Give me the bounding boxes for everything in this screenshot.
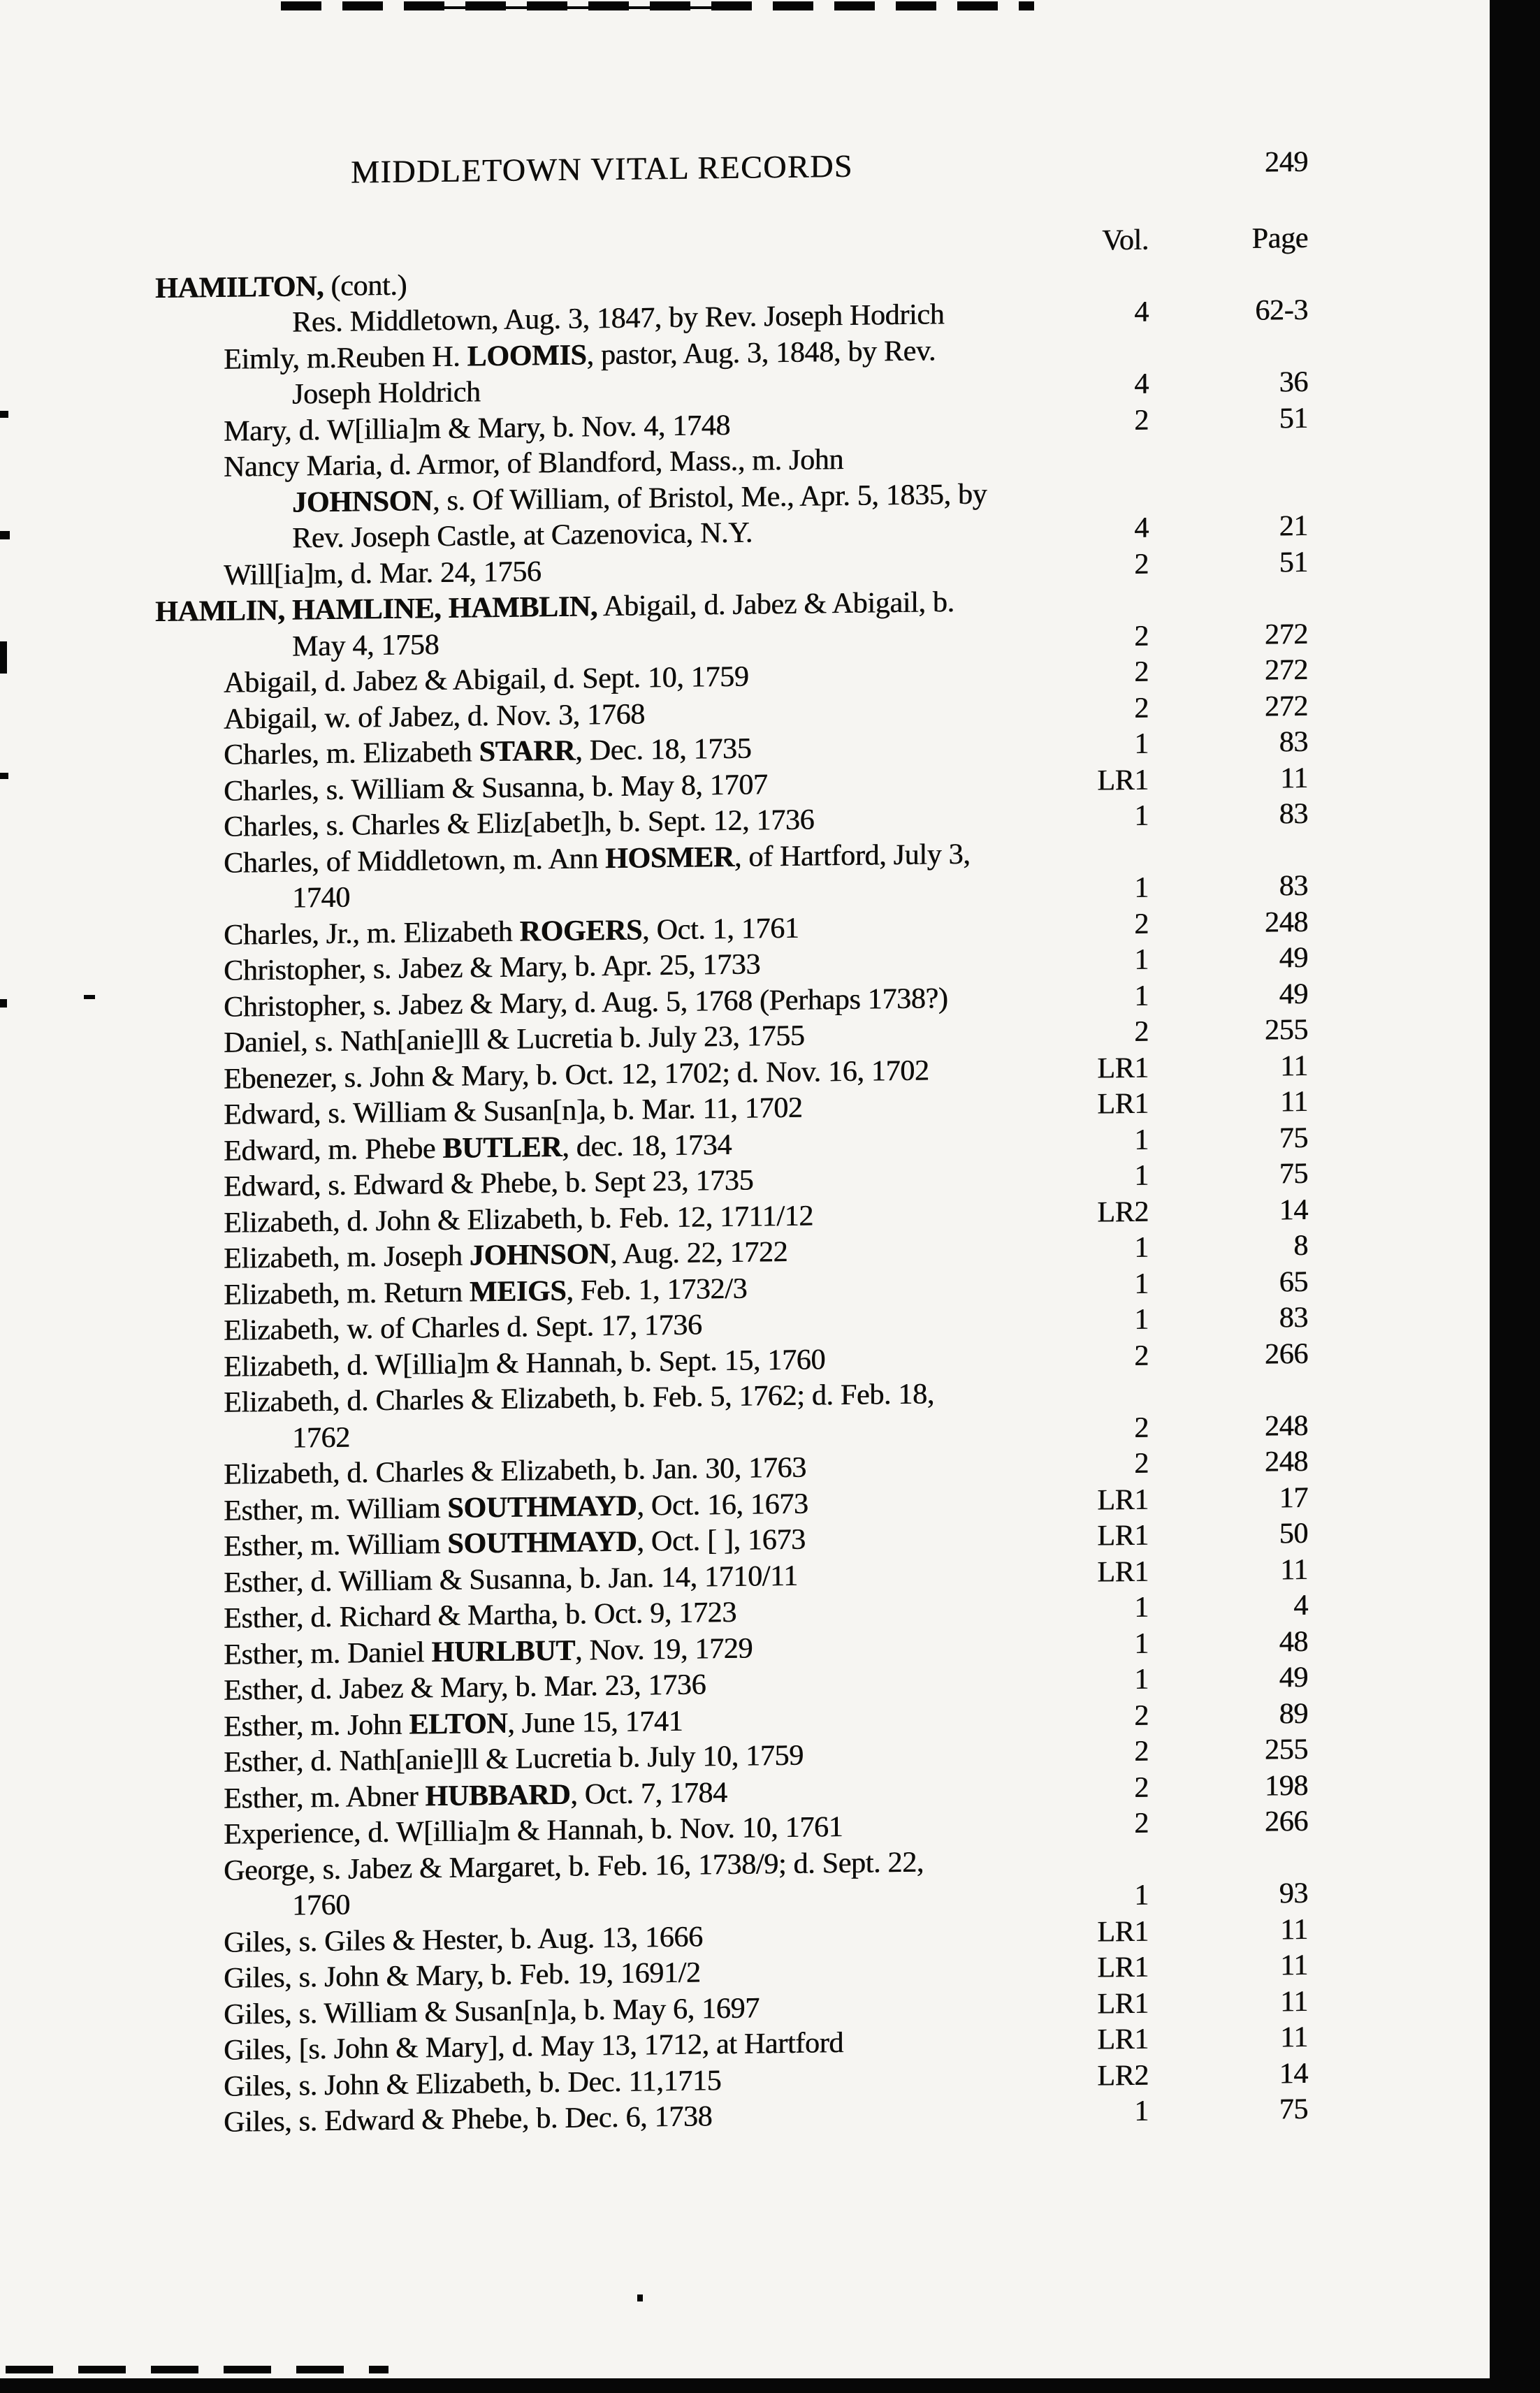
page-cell: 65 <box>1279 1265 1308 1298</box>
page-cell: 83 <box>1279 725 1308 759</box>
page-cell: 272 <box>1264 690 1308 723</box>
record-text-segment: Eimly, m.Reuben H. <box>224 340 467 376</box>
record-surname: JOHNSON <box>292 484 433 519</box>
record-text-segment: George, s. Jabez & Margaret, b. Feb. 16, 1738/9; d. Sept. 22, <box>224 1846 924 1887</box>
vol-cell: 2 <box>1134 1339 1149 1372</box>
record-text-segment: Giles, [s. John & Mary], d. May 13, 1712, at Hartford <box>224 2026 843 2067</box>
record-text-segment: Rev. Joseph Castle, at Cazenovica, N.Y. <box>292 516 753 555</box>
record-text-segment: Charles, s. Charles & Eliz[abet]h, b. Sept. 12, 1736 <box>224 803 815 843</box>
scan-artifact-tick <box>637 2294 643 2301</box>
record-text-segment: 1760 <box>292 1889 350 1922</box>
page-cell: 50 <box>1279 1517 1308 1550</box>
record-surname: LOOMIS <box>467 338 587 373</box>
vol-cell: 1 <box>1134 2095 1149 2127</box>
scan-artifact-right-band <box>1490 0 1540 2393</box>
record-text-segment: Giles, s. Giles & Hester, b. Aug. 13, 1666 <box>224 1920 703 1959</box>
page-cell: 93 <box>1279 1877 1308 1910</box>
page-cell <box>1149 1399 1308 1401</box>
vol-cell: 2 <box>1134 404 1149 437</box>
page-cell: 83 <box>1279 869 1308 903</box>
vol-cell: 1 <box>1134 871 1149 904</box>
page-cell: 266 <box>1264 1805 1308 1838</box>
record-text-segment: , Feb. 1, 1732/3 <box>566 1272 748 1307</box>
page-number: 249 <box>1264 145 1308 179</box>
vol-cell <box>1044 285 1149 286</box>
record-text-segment: Charles, Jr., m. Elizabeth <box>224 915 520 952</box>
page-content <box>155 141 1308 2142</box>
page-cell: 272 <box>1264 618 1308 651</box>
record-text-segment: May 4, 1758 <box>292 628 440 663</box>
vol-cell: LR1 <box>1097 1087 1149 1121</box>
page-cell <box>1149 283 1308 285</box>
record-text-segment: Abigail, d. Jabez & Abigail, b. <box>597 586 954 623</box>
column-header-page: Page <box>1251 221 1308 255</box>
record-text-segment: Elizabeth, d. Charles & Elizabeth, b. Jan. 30, 1763 <box>224 1451 806 1491</box>
record-text-segment: Elizabeth, d. Charles & Elizabeth, b. Feb. 5, 1762; d. Feb. 18, <box>224 1378 934 1419</box>
vol-cell: 1 <box>1134 1123 1149 1156</box>
record-text-segment: Elizabeth, m. Return <box>224 1276 470 1311</box>
record-text-segment: Abigail, w. of Jabez, d. Nov. 3, 1768 <box>224 697 645 736</box>
record-text-segment: , Oct. 1, 1761 <box>642 912 799 946</box>
vol-cell: 1 <box>1134 1303 1149 1336</box>
page-cell: 4 <box>1293 1589 1308 1622</box>
record-text-segment: Mary, d. W[illia]m & Mary, b. Nov. 4, 1748 <box>224 409 731 448</box>
record-text-segment: , dec. 18, 1734 <box>562 1128 732 1163</box>
vol-cell <box>1044 861 1149 862</box>
column-header-spacer <box>155 250 1044 261</box>
page-cell: 11 <box>1280 2021 1308 2054</box>
page-cell: 21 <box>1279 509 1308 543</box>
page-cell: 255 <box>1264 1013 1308 1047</box>
page-cell: 36 <box>1279 365 1308 399</box>
record-surname: STARR <box>479 734 576 769</box>
header-vol-spacer <box>1044 173 1149 175</box>
page-cell: 89 <box>1279 1697 1308 1730</box>
record-text-segment: , of Hartford, July 3, <box>734 838 971 873</box>
page-cell: 51 <box>1279 546 1308 579</box>
record-text-segment: , Aug. 22, 1722 <box>609 1235 788 1271</box>
page-cell <box>1149 607 1308 609</box>
record-text-segment: Giles, s. John & Mary, b. Feb. 19, 1691/2 <box>224 1956 701 1995</box>
page-cell <box>1149 859 1308 861</box>
vol-cell: 2 <box>1134 1447 1149 1480</box>
column-header-vol: Vol. <box>1102 224 1149 257</box>
record-text-segment: Res. Middletown, Aug. 3, 1847, by Rev. Joseph Hodrich <box>292 298 945 339</box>
page-cell: 248 <box>1264 1409 1308 1443</box>
vol-cell: 1 <box>1134 1591 1149 1624</box>
record-text-segment: Christopher, s. Jabez & Mary, d. Aug. 5, 1768 (Perhaps 1738?) <box>224 982 948 1024</box>
vol-cell: 1 <box>1134 980 1149 1012</box>
vol-cell: 1 <box>1134 943 1149 976</box>
record-text-segment: , Oct. [ ], 1673 <box>637 1523 806 1558</box>
page-cell: 14 <box>1279 2057 1308 2090</box>
page-cell: 49 <box>1279 1661 1308 1694</box>
page-cell: 49 <box>1279 977 1308 1010</box>
vol-cell: LR1 <box>1097 2023 1149 2056</box>
scan-artifact-bottom-dashes <box>6 2366 388 2373</box>
vol-cell: LR1 <box>1097 1483 1149 1517</box>
record-text-segment: Abigail, d. Jabez & Abigail, d. Sept. 10, 1759 <box>224 660 749 699</box>
record-text-segment: Esther, d. Nath[anie]ll & Lucretia b. July 10, 1759 <box>224 1739 804 1779</box>
vol-cell: 2 <box>1134 1771 1149 1804</box>
vol-cell: LR1 <box>1097 764 1149 797</box>
page-cell: 75 <box>1279 1157 1308 1191</box>
records-table <box>155 256 1308 2141</box>
page-cell <box>1149 355 1308 357</box>
record-text-segment: , June 15, 1741 <box>507 1705 683 1740</box>
vol-cell: LR1 <box>1097 1915 1149 1949</box>
page-cell: 11 <box>1280 1949 1308 1982</box>
vol-cell: 2 <box>1134 548 1149 581</box>
page-cell: 255 <box>1264 1733 1308 1766</box>
record-surname: JOHNSON <box>469 1238 610 1272</box>
record-text-segment: Charles, of Middletown, m. Ann <box>224 842 605 880</box>
record-text-segment: , Dec. 18, 1735 <box>575 732 752 767</box>
page-cell: 14 <box>1279 1193 1308 1226</box>
record-text-segment: Edward, s. Edward & Phebe, b. Sept 23, 1735 <box>224 1164 754 1203</box>
record-text-segment: (cont.) <box>324 269 407 303</box>
vol-cell: 2 <box>1134 655 1149 688</box>
page-cell: 83 <box>1279 1301 1308 1334</box>
record-text-segment: 1740 <box>292 881 350 915</box>
page-cell: 266 <box>1264 1337 1308 1371</box>
record-text-segment: Elizabeth, m. Joseph <box>224 1239 470 1275</box>
page-cell: 198 <box>1264 1769 1308 1803</box>
page-cell: 75 <box>1279 2093 1308 2126</box>
record-text-segment: Charles, s. William & Susanna, b. May 8, 1707 <box>224 768 768 808</box>
record-text-segment: Will[ia]m, d. Mar. 24, 1756 <box>224 555 542 592</box>
vol-cell: LR1 <box>1097 1052 1149 1085</box>
page-cell: 75 <box>1279 1121 1308 1154</box>
record-text-segment: Esther, m. Abner <box>224 1780 426 1815</box>
record-surname: BUTLER <box>442 1130 562 1165</box>
record-text-segment: Edward, m. Phebe <box>224 1132 443 1168</box>
vol-cell <box>1044 501 1149 502</box>
scan-artifact-top-line <box>418 6 750 9</box>
record-text-segment: Elizabeth, d. John & Elizabeth, b. Feb. 12, 1711/12 <box>224 1199 813 1239</box>
vol-cell: 1 <box>1134 1159 1149 1192</box>
record-text-segment: 1762 <box>292 1421 350 1455</box>
vol-cell: 1 <box>1134 1627 1149 1660</box>
record-text-segment: Charles, m. Elizabeth <box>224 736 479 771</box>
page-cell: 11 <box>1280 1553 1308 1586</box>
vol-cell: 2 <box>1134 1807 1149 1840</box>
record-text-segment: Giles, s. John & Elizabeth, b. Dec. 11,1715 <box>224 2064 722 2103</box>
page-cell <box>1149 1866 1308 1868</box>
scan-artifact-tick <box>0 531 10 539</box>
record-surname: HURLBUT <box>431 1634 575 1668</box>
page-cell: 17 <box>1279 1481 1308 1514</box>
record-text-segment: Esther, m. John <box>224 1708 409 1743</box>
record-surname: MEIGS <box>469 1274 567 1309</box>
record-text-segment: Elizabeth, d. W[illia]m & Hannah, b. Sept. 15, 1760 <box>224 1343 826 1383</box>
vol-cell: 1 <box>1134 799 1149 832</box>
vol-cell: LR2 <box>1097 1195 1149 1229</box>
vol-cell: 1 <box>1134 1879 1149 1912</box>
vol-cell: 4 <box>1134 368 1149 400</box>
record-surname: ELTON <box>409 1707 508 1741</box>
vol-cell <box>1044 609 1149 611</box>
vol-cell: 2 <box>1134 908 1149 940</box>
record-text-segment: Daniel, s. Nath[anie]ll & Lucretia b. July 23, 1755 <box>224 1019 805 1059</box>
vol-cell <box>1044 465 1149 467</box>
vol-cell: LR1 <box>1097 1987 1149 2021</box>
vol-cell: 4 <box>1134 511 1149 544</box>
record-text-segment: , pastor, Aug. 3, 1848, by Rev. <box>586 334 936 371</box>
vol-cell: LR2 <box>1097 2059 1149 2093</box>
page-cell: 11 <box>1280 1049 1308 1082</box>
record-text-segment: Esther, m. Daniel <box>224 1636 432 1671</box>
vol-cell: 1 <box>1134 1231 1149 1264</box>
vol-cell: LR1 <box>1097 1951 1149 1984</box>
vol-cell: 2 <box>1134 1411 1149 1444</box>
scan-artifact-tick <box>0 773 8 779</box>
vol-cell: 2 <box>1134 692 1149 725</box>
record-text-segment: Elizabeth, w. of Charles d. Sept. 17, 1736 <box>224 1309 702 1347</box>
page-cell: 248 <box>1264 905 1308 939</box>
record-text-segment: Edward, s. William & Susan[n]a, b. Mar. 11, 1702 <box>224 1091 803 1131</box>
record-surname: SOUTHMAYD <box>447 1525 637 1560</box>
page-cell: 49 <box>1279 941 1308 975</box>
page-cell: 11 <box>1280 1913 1308 1946</box>
record-surname: HAMILTON, <box>155 270 324 305</box>
page-cell: 51 <box>1279 402 1308 435</box>
record-surname: HOSMER <box>605 841 734 875</box>
vol-cell <box>1044 1868 1149 1870</box>
record-text-segment: Esther, m. William <box>224 1492 448 1527</box>
record-surname: ROGERS <box>519 913 643 948</box>
vol-cell <box>1044 1401 1149 1402</box>
page-title: MIDDLETOWN VITAL RECORDS <box>351 147 853 190</box>
record-text-segment: Giles, s. Edward & Phebe, b. Dec. 6, 1738 <box>224 2100 713 2139</box>
record-text-segment: , Nov. 19, 1729 <box>574 1632 753 1667</box>
page-cell: 272 <box>1264 653 1308 687</box>
vol-cell: 2 <box>1134 620 1149 653</box>
record-text-segment: Esther, d. Richard & Martha, b. Oct. 9, 1723 <box>224 1596 736 1635</box>
scan-artifact-tick <box>84 995 95 999</box>
record-surname: HAMLIN, HAMLINE, HAMBLIN, <box>155 590 598 628</box>
page-cell: 11 <box>1280 1985 1308 2018</box>
scan-artifact-bottom-band <box>0 2378 1540 2393</box>
record-text-segment: Esther, d. Jabez & Mary, b. Mar. 23, 1736 <box>224 1668 706 1707</box>
scan-artifact-tick <box>0 411 8 418</box>
page-cell: 62-3 <box>1255 293 1308 327</box>
page-cell: 8 <box>1293 1229 1308 1263</box>
page-cell: 48 <box>1279 1625 1308 1658</box>
record-text-segment: , s. Of William, of Bristol, Me., Apr. 5, 1835, by <box>432 477 987 517</box>
vol-cell: 2 <box>1134 1699 1149 1732</box>
vol-cell: 1 <box>1134 1663 1149 1696</box>
page-cell <box>1149 499 1308 501</box>
page-cell: 11 <box>1280 762 1308 794</box>
scan-artifact-tick <box>0 641 7 674</box>
vol-cell: 1 <box>1134 1267 1149 1300</box>
record-text-segment: , Oct. 16, 1673 <box>637 1488 808 1522</box>
record-text-segment: Nancy Maria, d. Armor, of Blandford, Mass., m. John <box>224 443 844 483</box>
record-text-segment: Esther, m. William <box>224 1527 448 1563</box>
page-cell: 83 <box>1279 797 1308 831</box>
vol-cell: LR1 <box>1097 1555 1149 1589</box>
record-text-segment: Ebenezer, s. John & Mary, b. Oct. 12, 1702; d. Nov. 16, 1702 <box>224 1054 929 1096</box>
record-surname: SOUTHMAYD <box>447 1490 637 1525</box>
page-cell: 248 <box>1264 1445 1308 1478</box>
record-surname: HUBBARD <box>425 1778 571 1812</box>
vol-cell: 2 <box>1134 1735 1149 1768</box>
page-cell <box>1149 463 1308 465</box>
record-text-segment: Experience, d. W[illia]m & Hannah, b. Nov. 10, 1761 <box>224 1810 843 1851</box>
vol-cell: 4 <box>1134 296 1149 328</box>
vol-cell: LR1 <box>1097 1519 1149 1552</box>
page-cell: 11 <box>1280 1085 1308 1119</box>
record-text-segment: Esther, d. William & Susanna, b. Jan. 14, 1710/11 <box>224 1559 798 1599</box>
record-text-segment: Giles, s. William & Susan[n]a, b. May 6, 1697 <box>224 1991 760 2031</box>
record-text-segment: , Oct. 7, 1784 <box>570 1776 727 1811</box>
scan-artifact-tick <box>0 999 7 1008</box>
vol-cell <box>1044 357 1149 358</box>
vol-cell: 1 <box>1134 727 1149 760</box>
record-text-segment: Christopher, s. Jabez & Mary, b. Apr. 25, 1733 <box>224 948 761 987</box>
vol-cell: 2 <box>1134 1015 1149 1048</box>
record-text-segment: Joseph Holdrich <box>292 376 481 411</box>
